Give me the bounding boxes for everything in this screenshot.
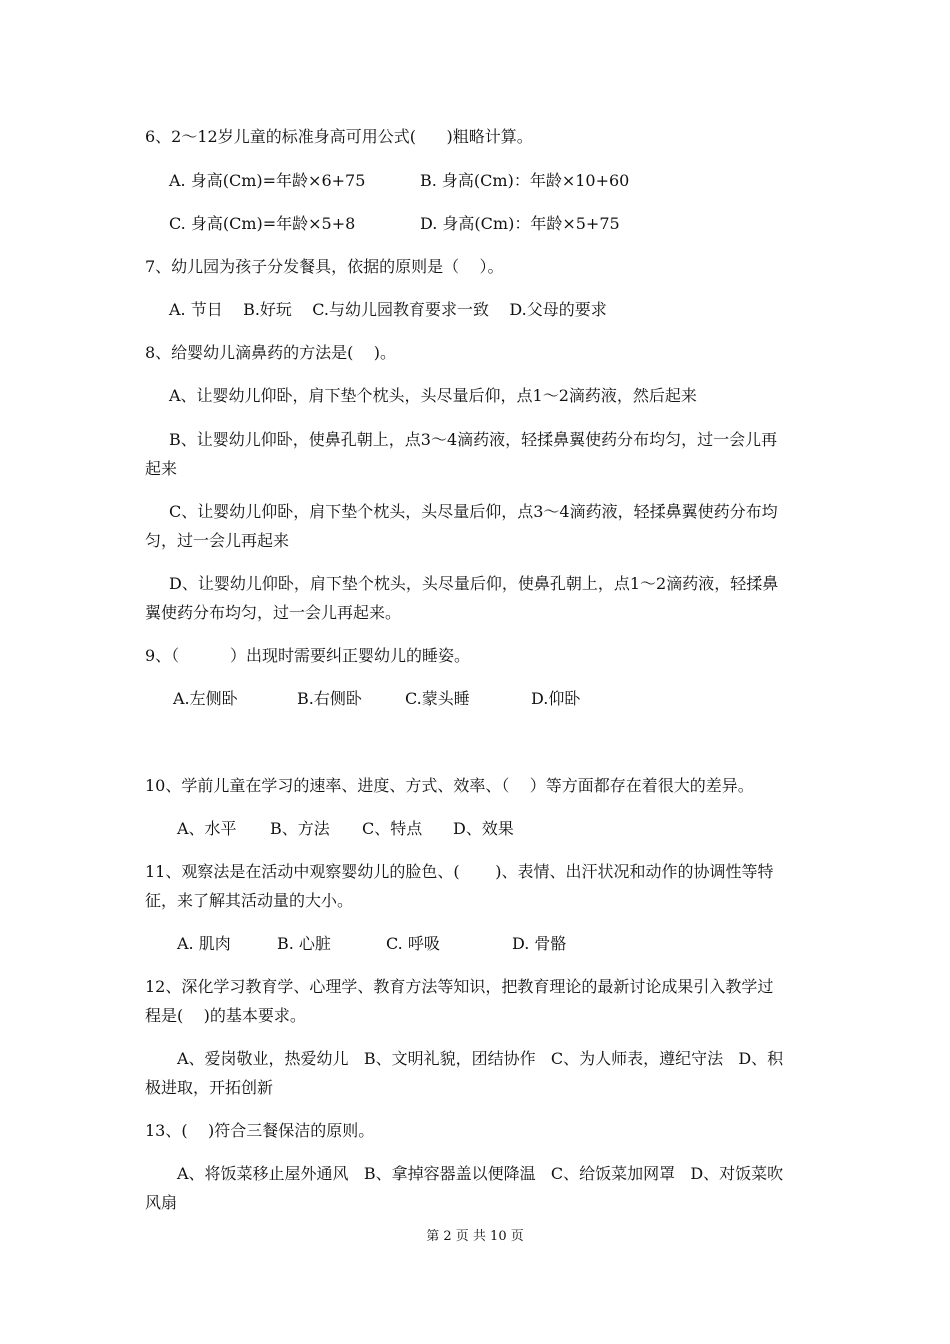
q10-stem: 10、学前儿童在学习的速率、进度、方式、效率、（ ）等方面都存在着很大的差异。	[145, 776, 754, 795]
q8-option-c-line1: C、让婴幼儿仰卧，肩下垫个枕头，头尽量后仰，点3～4滴药液，轻揉鼻翼使药分布均	[169, 502, 778, 521]
q12-stem-line2: 程是( )的基本要求。	[145, 1006, 306, 1025]
q10-option-b: B、方法	[270, 819, 330, 838]
q12-options-line1: A、爱岗敬业，热爱幼儿 B、文明礼貌，团结协作 C、为人师表，遵纪守法 D、积	[177, 1049, 784, 1068]
q6-stem: 6、2～12岁儿童的标准身高可用公式( )粗略计算。	[145, 127, 533, 146]
q11-stem-line2: 征，来了解其活动量的大小。	[145, 891, 354, 910]
q9-option-b: B.右侧卧	[297, 689, 362, 708]
q11-option-a: A. 肌肉	[177, 934, 231, 953]
q11-option-c: C. 呼吸	[386, 934, 440, 953]
q10-option-a: A、水平	[177, 819, 237, 838]
q6-option-a: A. 身高(Cm)=年龄×6+75	[169, 171, 366, 190]
q12-options-line2: 极进取，开拓创新	[145, 1078, 274, 1097]
q13-stem: 13、( )符合三餐保洁的原则。	[145, 1121, 375, 1140]
q8-option-b-line2: 起来	[145, 459, 178, 478]
q9-option-a: A.左侧卧	[173, 689, 238, 708]
q10-option-d: D、效果	[453, 819, 514, 838]
q6-option-c: C. 身高(Cm)=年龄×5+8	[169, 214, 356, 233]
q11-stem-line1: 11、观察法是在活动中观察婴幼儿的脸色、( )、表情、出汗状况和动作的协调性等特	[145, 862, 774, 881]
q11-option-b: B. 心脏	[277, 934, 331, 953]
q10-option-c: C、特点	[362, 819, 423, 838]
q8-option-c-line2: 匀，过一会儿再起来	[145, 531, 290, 550]
q12-stem-line1: 12、深化学习教育学、心理学、教育方法等知识，把教育理论的最新讨论成果引入教学过	[145, 977, 774, 996]
q8-option-a: A、让婴幼儿仰卧，肩下垫个枕头，头尽量后仰，点1～2滴药液，然后起来	[169, 386, 697, 405]
page-number-footer: 第 2 页 共 10 页	[426, 1229, 524, 1244]
q8-option-b-line1: B、让婴幼儿仰卧，使鼻孔朝上，点3～4滴药液，轻揉鼻翼使药分布均匀，过一会儿再	[169, 430, 778, 449]
q7-options: A. 节日 B.好玩 C.与幼儿园教育要求一致 D.父母的要求	[169, 300, 607, 319]
q6-option-b: B. 身高(Cm)：年龄×10+60	[420, 171, 630, 190]
q8-option-d-line1: D、让婴幼儿仰卧，肩下垫个枕头，头尽量后仰，使鼻孔朝上，点1～2滴药液，轻揉鼻	[169, 574, 779, 593]
q8-stem: 8、给婴幼儿滴鼻药的方法是( )。	[145, 343, 397, 362]
q6-option-d: D. 身高(Cm)：年龄×5+75	[420, 214, 620, 233]
q13-options-line2: 风扇	[145, 1193, 178, 1212]
q13-options-line1: A、将饭菜移止屋外通风 B、拿掉容器盖以便降温 C、给饭菜加网罩 D、对饭菜吹	[177, 1164, 784, 1183]
q9-option-d: D.仰卧	[531, 689, 581, 708]
q9-option-c: C.蒙头睡	[405, 689, 470, 708]
q11-option-d: D. 骨骼	[512, 934, 567, 953]
q7-stem: 7、幼儿园为孩子分发餐具，依据的原则是（ ）。	[145, 257, 504, 276]
q9-stem: 9、（ ）出现时需要纠正婴幼儿的睡姿。	[145, 646, 471, 665]
q8-option-d-line2: 翼使药分布均匀，过一会儿再起来。	[145, 603, 402, 622]
